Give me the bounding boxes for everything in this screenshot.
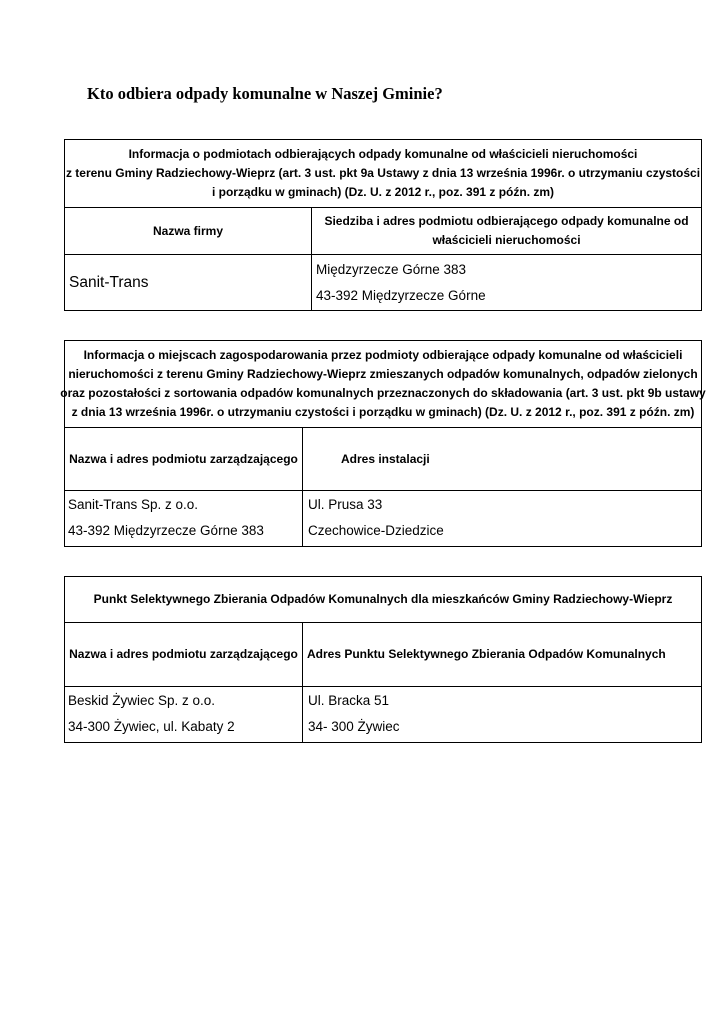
document-title: Kto odbiera odpady komunalne w Naszej Gminie? xyxy=(87,84,443,103)
waste-collectors-table xyxy=(64,139,702,311)
operator-line: 43-392 Międzyrzecze Górne 383 xyxy=(68,523,264,538)
installation-address-cell xyxy=(302,491,701,546)
selective-collection-point-table xyxy=(64,576,702,743)
point-line: 34- 300 Żywiec xyxy=(308,719,400,734)
heading-line: i porządku w gminach) (Dz. U. z 2012 r., poz. 391 z późn. zm) xyxy=(211,185,555,199)
installation-line: Ul. Prusa 33 xyxy=(308,497,383,512)
heading-line: nieruchomości z terenu Gminy Radziechowy-Wieprz zmieszanych odpadów komunalnych, odpadów zielonych xyxy=(68,367,698,381)
heading-line: Informacja o podmiotach odbierających odpady komunalne od właścicieli nieruchomości xyxy=(128,147,638,161)
company-name-header xyxy=(65,208,311,254)
collection-point-address-header xyxy=(302,623,701,686)
heading-line: z terenu Gminy Radziechowy-Wieprz (art. 3 ust. pkt 9a Ustawy z dnia 13 września 1996r. o utrzymaniu czystości xyxy=(65,166,701,180)
address-header xyxy=(311,208,701,254)
operator-header xyxy=(65,623,302,686)
waste-management-sites-table xyxy=(60,340,706,547)
point-line: Ul. Bracka 51 xyxy=(308,693,390,708)
address-line: 43-392 Międzyrzecze Górne xyxy=(316,288,486,303)
heading-line: Informacja o miejscach zagospodarowania przez podmioty odbierające odpady komunalne od właścicieli xyxy=(83,348,683,362)
collection-point-heading xyxy=(65,577,701,622)
header-label: Adres instalacji xyxy=(341,451,430,466)
header-label: Nazwa i adres podmiotu zarządzającego xyxy=(69,647,298,661)
header-line: właścicieli nieruchomości xyxy=(432,233,581,247)
installation-line: Czechowice-Dziedzice xyxy=(308,523,444,538)
operator-line: Sanit-Trans Sp. z o.o. xyxy=(68,497,199,512)
operator-cell xyxy=(65,687,302,742)
operator-header xyxy=(65,428,302,490)
header-label: Adres Punktu Selektywnego Zbierania Odpadów Komunalnych xyxy=(307,647,666,661)
heading-line: Punkt Selektywnego Zbierania Odpadów Komunalnych dla mieszkańców Gminy Radziechowy-Wieprz xyxy=(93,592,673,606)
company-name: Sanit-Trans xyxy=(69,273,149,291)
operator-line: 34-300 Żywiec, ul. Kabaty 2 xyxy=(68,719,235,734)
header-label: Nazwa firmy xyxy=(152,223,224,238)
sites-table-heading xyxy=(60,341,706,427)
heading-line: z dnia 13 września 1996r. o utrzymaniu czystości i porządku w gminach) (Dz. U. z 2012 r., poz. 391 z późn. zm) xyxy=(71,405,695,419)
operator-cell xyxy=(65,491,302,546)
address-line: Międzyrzecze Górne 383 xyxy=(316,262,467,277)
collection-point-address-cell xyxy=(302,687,701,742)
header-line: Siedziba i adres podmiotu odbierającego odpady komunalne od xyxy=(324,214,689,228)
company-name-cell xyxy=(65,255,311,310)
heading-line: oraz pozostałości z sortowania odpadów komunalnych przeznaczonych do składowania (art. 3 ust. pkt 9b ustawy xyxy=(60,386,706,400)
installation-header xyxy=(302,428,701,490)
operator-line: Beskid Żywiec Sp. z o.o. xyxy=(68,693,216,708)
company-address-cell xyxy=(311,255,701,310)
header-label: Nazwa i adres podmiotu zarządzającego xyxy=(69,451,298,466)
collectors-table-heading xyxy=(65,140,701,207)
